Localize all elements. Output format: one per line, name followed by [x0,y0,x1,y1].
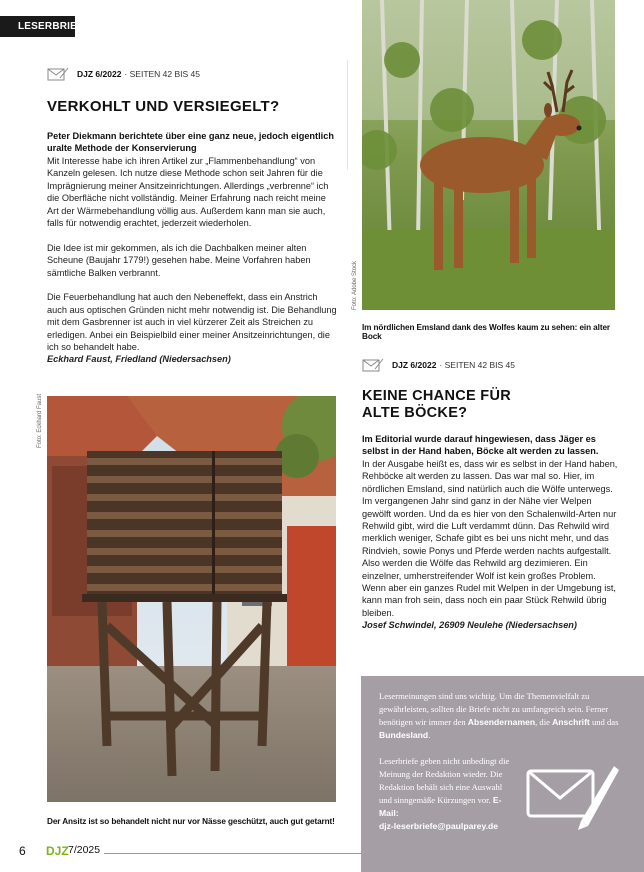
letter1-lead: Peter Diekmann berichtete über eine ganz neue, jedoch eigentlich uralte Methode der Konservierung [47,131,334,154]
letter2-paragraph: In der Ausgabe heißt es, dass wir es selbst in der Hand haben, Rehböcke alt werden zu lassen. Das war mal so. Hier, im nördlichen Emsland, sind natürlich auch die Wölfe unterwegs. Im vergangenen Jahr sind ganz in der Nähe vier Welpen gewölft worden. Und da es hier von den Schalenwild-Arten nur Rehwild gibt, wird die Luft verdammt dünn. Das Rehwild wird merklich weniger, Schafe gibt es bei uns nicht mehr, und das Rindvieh, sowie Ponys und Pferde werden nachts aufgestallt. Also werden die Wölfe das Rehwild arg dezimieren. Ein einzelner, umherstreifender Wolf ist kein großes Problem. Wenn aber ein ganzes Rudel mit Welpen in der Umgebung ist, kann man froh sein, dass noch ein paar Stück Rehwild übrig bleiben. [362,459,618,618]
roe-deer-photo [362,0,615,310]
hunting-stand-photo [47,396,336,802]
letter2-headline [362,388,511,422]
infobox-sender-name: Absendernamen [467,717,536,727]
letter1-paragraph-3: Die Feuerbehandlung hat auch den Nebeneffekt, dass ein Anstrich auch aus optischen Gründen nicht mehr notwendig ist. Die Behandlung mit dem Gasbrenner ist auch in viel kürzerer Zeit als Streichen zu erledigen. Anbei ein Beispielbild einer meiner Ansitzeinrichtungen, die ich so behandelt habe. [47,292,337,353]
letter2-signature: Josef Schwindel, 26909 Neulehe (Niedersachsen) [362,620,577,631]
letter-envelope-icon [362,357,384,373]
letter2-reference [362,357,515,373]
letter2-lead: Im Editorial wurde darauf hingewiesen, dass Jäger es selbst in der Hand haben, Böcke alt werden zu lassen. [362,434,599,457]
page-footer [0,840,361,872]
issue-number: 7/2025 [68,844,101,856]
infobox-state: Bundesland [379,730,429,740]
letter2-photo-credit: Foto: Adobe Stock [352,260,358,310]
letter1-body [47,155,339,366]
letter1-ref-magazine: DJZ 6/2022 [77,69,122,79]
infobox-email-label: E-Mail: [379,795,502,818]
letter2-ref-magazine: DJZ 6/2022 [392,360,437,370]
letter1-paragraph-1: Mit Interesse habe ich ihren Artikel zur „Flammenbehandlung“ von Kanzeln gelesen. Ich nutze diese Methode schon seit Jahren für die Imprägnierung meiner Ansitzeinrichtungen. Allerdings „verbrenne“ ich die Oberfläche nicht vollständig. Meiner Erfahrung nach reicht meine Art der Wärmebehandlung völlig aus. Außerdem kann man sie auch, falls für notwendig erachtet, jederzeit wiederholen. [47,156,329,229]
reader-letters-infobox [361,676,644,872]
magazine-name: DJZ [46,844,69,858]
footer-rule [104,853,361,854]
page-number: 6 [19,844,26,858]
infobox-text: Lesermeinungen sind uns wichtig. Um die Themenvielfalt zu gewährleisten, sollten die Briefe nicht zu umfangreich sein. Ferner benötigen wir immer den [379,691,609,727]
infobox-email-link[interactable]: djz-leserbriefe@paulparey.de [379,821,499,831]
letter2-body [362,458,620,632]
infobox-text: und das [589,717,619,727]
letter1-paragraph-2: Die Idee ist mir gekommen, als ich die Dachbalken meiner alten Scheune (Baujahr 1779!) gesehen habe. Meine Vorfahren haben sämtliche Balken verbrannt. [47,242,311,278]
letter1-photo-credit: Foto: Eckhard Faust [37,393,43,448]
infobox-address: Anschrift [552,717,590,727]
infobox-text: , die [535,717,553,727]
letter2-ref-pages: · SEITEN 42 BIS 45 [439,360,516,370]
column-divider [347,60,348,170]
infobox-paragraph-2 [379,755,514,833]
letter1-headline: VERKOHLT UND VERSIEGELT? [47,98,280,115]
letter2-headline-line-1: KEINE CHANCE FÜR [362,388,511,404]
infobox-text: Leserbriefe geben nicht unbedingt die Meinung der Redaktion wieder. Die Redaktion behält sich eine Auswahl und sinngemäße Kürzungen vor. [379,756,510,805]
infobox-paragraph-1 [379,690,630,742]
letter1-photo-caption: Der Ansitz ist so behandelt nicht nur vor Nässe geschützt, auch gut getarnt! [47,817,335,826]
letter1-reference [47,66,200,82]
letter2-headline-line-2: ALTE BÖCKE? [362,405,468,421]
letter-envelope-icon [47,66,69,82]
section-tag: LESERBRIEFE [0,16,75,37]
letter2-photo-caption: Im nördlichen Emsland dank des Wolfes kaum zu sehen: ein alter Bock [362,323,610,341]
infobox-text: . [428,730,431,740]
letter1-signature: Eckhard Faust, Friedland (Niedersachsen) [47,354,231,365]
letter1-ref-pages: · SEITEN 42 BIS 45 [124,69,201,79]
mail-envelope-pen-icon [526,756,621,831]
